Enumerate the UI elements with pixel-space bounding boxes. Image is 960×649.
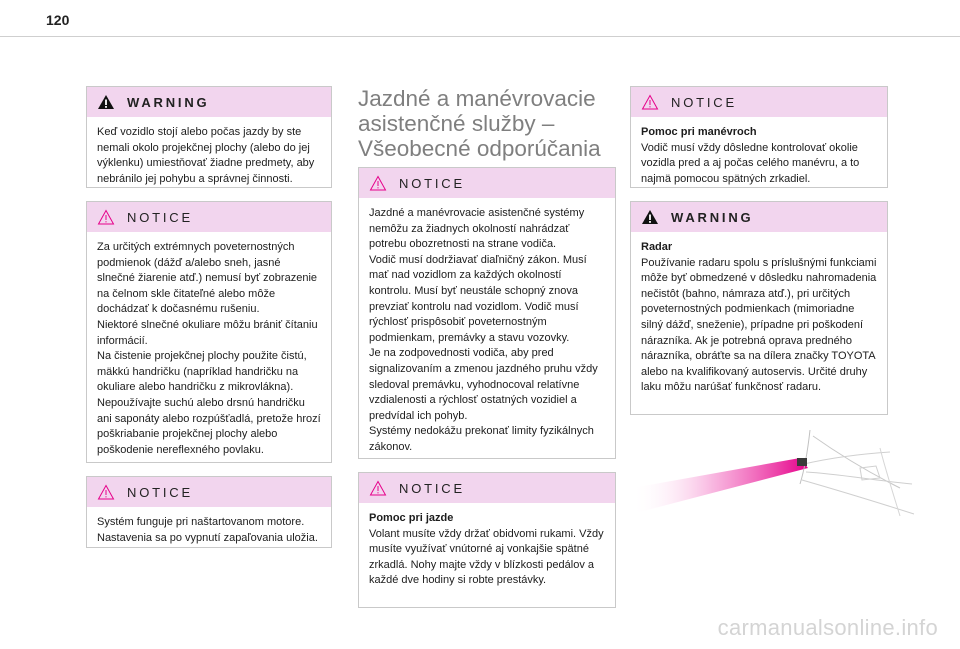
notice-outline-icon xyxy=(369,480,387,496)
notice-header xyxy=(87,477,331,507)
right-warning-box xyxy=(630,201,888,415)
warning-body xyxy=(87,117,331,195)
warning-body xyxy=(631,232,887,404)
page-number: 120 xyxy=(46,12,70,28)
warning-label: WARNING xyxy=(127,94,210,110)
notice-outline-icon xyxy=(97,484,115,500)
notice-label: NOTICE xyxy=(671,94,737,110)
middle-notice-box-1 xyxy=(358,167,616,459)
notice-label: NOTICE xyxy=(127,209,193,225)
notice-outline-icon xyxy=(97,209,115,225)
warning-header xyxy=(87,87,331,117)
warning-text: Keď vozidlo stojí alebo počas jazdy by ste nemali okolo projekčnej plochy (alebo do jej výklenku) umiestňovať žiadne predmety, aby nebránilo jej pohybu a správnej činnosti. xyxy=(97,126,315,185)
notice-paragraph: Za určitých extrémnych poveternostných podmienok (dážď a/alebo sneh, jasné slnečné žiarenie atď.) nemusí byť zobrazenie na čelnom skle čitateľné alebo môže dochádzať k dočasnému rušeniu. xyxy=(97,241,317,316)
middle-notice-box-2 xyxy=(358,472,616,608)
notice-label: NOTICE xyxy=(399,480,465,496)
warning-filled-icon xyxy=(641,209,659,225)
watermark: carmanualsonline.info xyxy=(717,615,938,640)
top-divider xyxy=(0,36,960,37)
right-notice-box xyxy=(630,86,888,188)
radar-beam xyxy=(632,458,808,514)
notice-paragraph: Vodič musí dodržiavať diaľničný zákon. Musí mať nad vozidlom za každých okolností kontrolu. Musí byť neustále schopný znova prevziať kontrolu nad vozidlom. Vodič musí rýchlosť prispôsobiť poveternostným podmienkam, premávky a stavu vozovky. xyxy=(369,253,587,344)
notice-paragraph: Nepoužívajte suchú alebo drsnú handričku ani saponáty alebo rozpúšťadlá, pretože hrozí poškriabanie projekčnej plochy alebo poškodenie nereflexného povlaku. xyxy=(97,396,321,456)
left-notice-box-1 xyxy=(86,201,332,463)
notice-text: Vodič musí vždy dôsledne kontrolovať okolie vozidla pred a aj počas celého manévru, a to najmä pomocou spätných zrkadiel. xyxy=(641,141,860,185)
notice-label: NOTICE xyxy=(399,175,465,191)
notice-paragraph: Je na zodpovednosti vodiča, aby pred signalizovaním a zmenou jazdného pruhu vždy sledoval premávku, vyhodnocoval relatívne vzdialenosti a rýchlosť ostatných vozidiel a predvídal ich pohyb. xyxy=(369,347,598,422)
notice-body xyxy=(87,232,331,466)
notice-body xyxy=(87,507,331,554)
left-warning-box xyxy=(86,86,332,188)
notice-header xyxy=(87,202,331,232)
warning-title: Radar xyxy=(641,241,673,253)
notice-header xyxy=(359,168,615,198)
notice-paragraph: Jazdné a manévrovacie asistenčné systémy nemôžu za žiadnych okolností nahrádzať potrebu obozretnosti na strane vodiča. xyxy=(369,207,585,251)
notice-text: Systém funguje pri naštartovanom motore. Nastavenia sa po vypnutí zapaľovania uložia. xyxy=(97,516,318,544)
warning-header xyxy=(631,202,887,232)
car-outline xyxy=(800,430,810,484)
notice-title: Pomoc pri manévroch xyxy=(641,126,757,138)
notice-header xyxy=(631,87,887,117)
warning-text: Používanie radaru spolu s príslušnými funkciami môže byť obmedzené v dôsledku nahromadenia nečistôt (bahno, námraza atď.), pri určitých poveternostných podmienkach (mimoriadne silný dážď, sneženie), prípadne pri poškodení nárazníka. Ak je potrebná oprava predného nárazníka, obráťte sa na dílera značky TOYOTA alebo na kvalifikovaný autoservis. Určité druhy laku môžu narúšať funkčnosť radaru. xyxy=(641,256,877,394)
notice-label: NOTICE xyxy=(127,484,193,500)
notice-paragraph: Niektoré slnečné okuliare môžu brániť čítaniu informácií. xyxy=(97,318,318,347)
radar-sensor xyxy=(797,458,807,466)
warning-filled-icon xyxy=(97,94,115,110)
notice-paragraph: Na čistenie projekčnej plochy použite čistú, mäkkú handričku (napríklad handričku na okuliare alebo handričku z mikrovlákna). xyxy=(97,350,307,394)
notice-outline-icon xyxy=(369,175,387,191)
notice-paragraph: Systémy nedokážu prekonať limity fyzikálnych zákonov. xyxy=(369,425,594,453)
notice-title: Pomoc pri jazde xyxy=(369,512,454,524)
notice-body xyxy=(359,198,615,464)
notice-body xyxy=(359,503,615,597)
warning-label: WARNING xyxy=(671,209,754,225)
notice-text: Volant musíte vždy držať obidvomi rukami. Vždy musíte využívať vnútorné aj vonkajšie spätné zrkadlá. Nohy majte vždy v blízkosti pedálov a každé dve hodiny si robte prestávky. xyxy=(369,527,604,587)
notice-header xyxy=(359,473,615,503)
section-title: Jazdné a manévrovacie asistenčné služby – Všeobecné odporúčania xyxy=(358,86,601,161)
notice-outline-icon xyxy=(641,94,659,110)
left-notice-box-2 xyxy=(86,476,332,548)
radar-illustration xyxy=(630,428,916,518)
notice-body xyxy=(631,117,887,195)
